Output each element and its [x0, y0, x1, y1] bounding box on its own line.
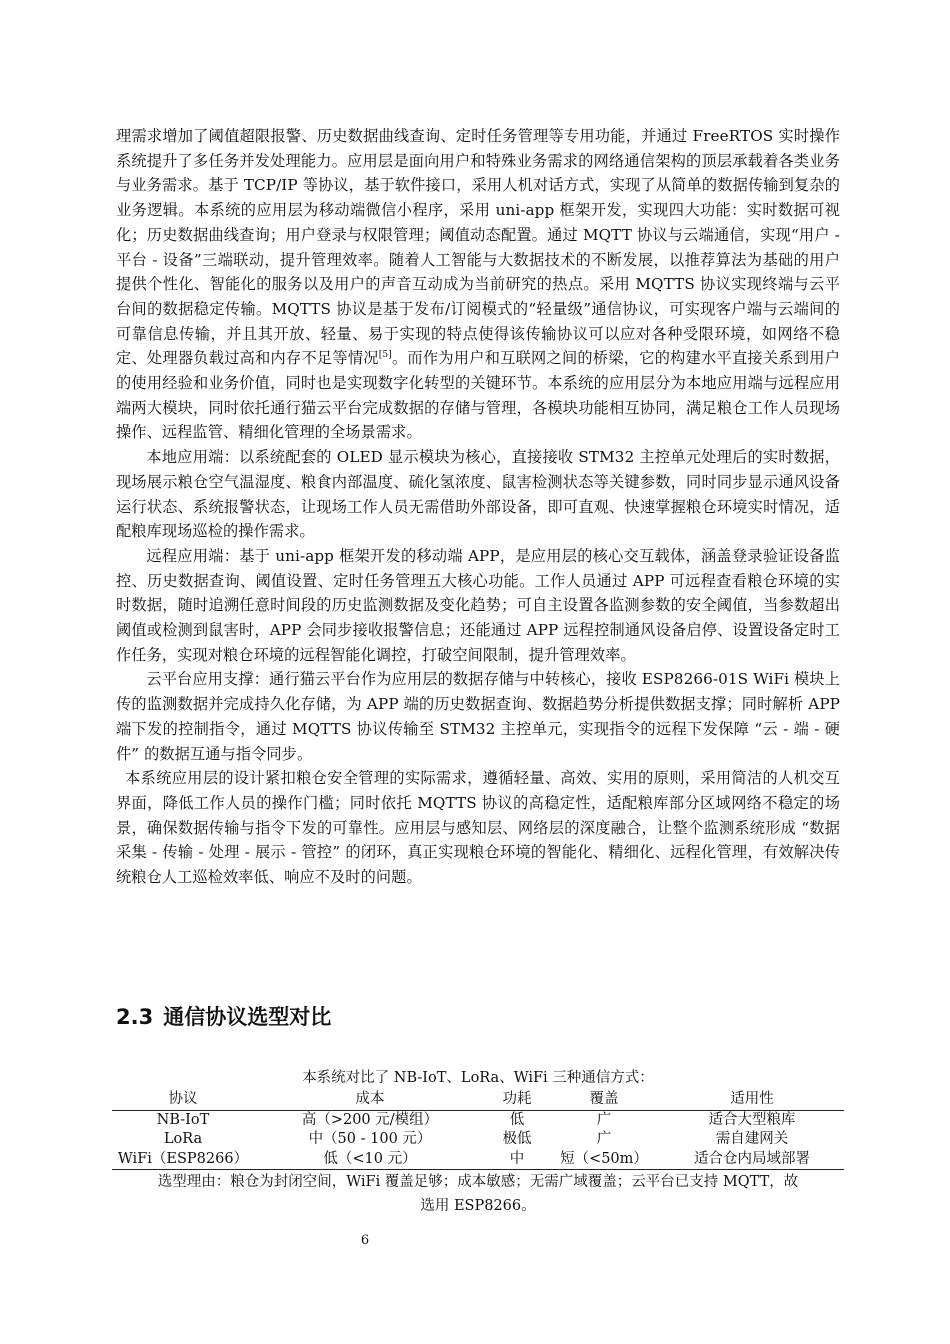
section-heading [116, 1002, 331, 1032]
citation-reference: [5] [378, 350, 392, 361]
table-cell: 中 [486, 1150, 548, 1170]
paragraph-text: 理需求增加了阈值超限报警、历史数据曲线查询、定时任务管理等专用功能，并通过 FreeRTOS 实时操作系统提升了多任务并发处理能力。应用层是面向用户和特殊业务需求的网络通信架构的顶层承载着各类业务与业务需求。基于 TCP/IP 等协议，基于软件接口，采用人机对话方式，实现了从简单的数据传输到复杂的业务逻辑。本系统的应用层为移动端微信小程序，采用 uni-app 框架开发，实现四大功能：实时数据可视化；历史数据曲线查询；用户登录与权限管理；阈值动态配置。通过 MQTT 协议与云端通信，实现“用户 - 平台 - 设备”三端联动，提升管理效率。随着人工智能与大数据技术的不断发展，以推荐算法为基础的用户提供个性化、智能化的服务以及用户的声音互动成为当前研究的热点。采用 MQTTS 协议实现终端与云平台间的数据稳定传输。MQTTS 协议是基于发布/订阅模式的“轻量级”通信协议，可实现客户端与云端间的可靠信息传输，并且其开放、轻量、易于实现的特点使得该传输协议可以应对各种受限环境，如网络不稳定、处理器负载过高和内存不足等情况 [116, 127, 840, 368]
paragraph-text-tail: 。而作为用户和互联网之间的桥梁，它的构建水平直接关系到用户的使用经验和业务价值，同时也是实现数字化转型的关键环节。本系统的应用层分为本地应用端与远程应用端两大模块，同时依托通行猫云平台完成数据的存储与管理，各模块功能相互协同，满足粮仓工作人员现场操作、远程监管、精细化管理的全场景需求。 [116, 349, 840, 442]
rationale-line-2: 选用 ESP8266。 [420, 1198, 536, 1214]
table-cell: 需自建网关 [715, 1131, 789, 1147]
body-text [116, 124, 840, 890]
table-cell: LoRa [163, 1131, 203, 1147]
section-number: 2.3 [116, 1005, 154, 1029]
table-cell: NB-IoT [156, 1111, 210, 1128]
table-cell: 高（>200 元/模组） [301, 1111, 439, 1128]
header-coverage: 覆盖 [548, 1090, 660, 1110]
paragraph-summary: 本系统应用层的设计紧扣粮仓安全管理的实际需求，遵循轻量、高效、实用的原则，采用简洁的人机交互界面，降低工作人员的操作门槛；同时依托 MQTTS 协议的高稳定性，适配粮库部分区域网络不稳定的场景，确保数据传输与指令下发的可靠性。应用层与感知层、网络层的深度融合，让整个监测系统形成 “数据采集 - 传输 - 处理 - 展示 - 管控” 的闭环，真正实现粮仓环境的智能化、精细化、远程化管理，有效解决传统粮仓人工巡检效率低、响应不及时的问题。 [116, 769, 840, 887]
rationale-line-1: 选型理由：粮仓为封闭空间，WiFi 覆盖足够；成本敏感；无需广域覆盖；云平台已支持 MQTT，故 [157, 1174, 799, 1190]
paragraph-remote-app: 远程应用端：基于 uni-app 框架开发的移动端 APP，是应用层的核心交互载体，涵盖登录验证设备监控、历史数据查询、阈值设置、定时任务管理五大核心功能。工作人员通过 APP 可远程查看粮仓环境的实时数据，随时追溯任意时间段的历史监测数据及变化趋势；可自主设置各监测参数的安全阈值，当参数超出阈值或检测到鼠害时，APP 会同步接收报警信息；还能通过 APP 远程控制通风设备启停、设置设备定时工作任务，实现对粮仓环境的远程智能化调控，打破空间限制，提升管理效率。 [116, 546, 840, 664]
selection-rationale [116, 1170, 840, 1218]
table-caption: 本系统对比了 NB-IoT、LoRa、WiFi 三种通信方式： [302, 1070, 654, 1086]
header-power: 功耗 [486, 1090, 548, 1110]
header-protocol: 协议 [112, 1090, 254, 1110]
table-cell: 广 [596, 1131, 612, 1147]
paragraph-local-app: 本地应用端：以系统配套的 OLED 显示模块为核心，直接接收 STM32 主控单元处理后的实时数据，现场展示粮仓空气温湿度、粮食内部温度、硫化氢浓度、鼠害检测状态等关键参数，同时同步显示通风设备运行状态、系统报警状态，让现场工作人员无需借助外部设备，即可直观、快速掌握粮仓环境实时情况，适配粮库现场巡检的操作需求。 [116, 448, 840, 541]
table-cell: 极低 [502, 1131, 532, 1147]
table-row [112, 1110, 844, 1130]
header-cost: 成本 [254, 1090, 486, 1110]
table-cell: 低 [509, 1111, 525, 1128]
table-cell: 低（<10 元） [254, 1150, 486, 1170]
paragraph-cloud-platform: 云平台应用支撑：通行猫云平台作为应用层的数据存储与中转核心，接收 ESP8266-01S WiFi 模块上传的监测数据并完成持久化存储，为 APP 端的历史数据查询、数据趋势分析提供数据支撑；同时解析 APP 端下发的控制指令，通过 MQTTS 协议传输至 STM32 主控单元，实现指令的远程下发保障 “云 - 端 - 硬件” 的数据互通与指令同步。 [116, 670, 840, 763]
page-number: 6 [360, 1233, 370, 1248]
table-cell: 中（50 - 100 元） [308, 1131, 432, 1147]
table-row [112, 1150, 844, 1170]
table-cell: 适合仓内局域部署 [660, 1150, 844, 1170]
table-cell: 适合大型粮库 [708, 1111, 796, 1128]
table-cell: WiFi（ESP8266） [112, 1150, 254, 1170]
section-title: 通信协议选型对比 [163, 1005, 332, 1029]
protocol-comparison-table [112, 1090, 844, 1170]
table-header-row [112, 1090, 844, 1110]
paragraph-application-layer [116, 124, 840, 445]
table-cell: 短（<50m） [548, 1150, 660, 1170]
header-suitability: 适用性 [660, 1090, 844, 1110]
table-row [112, 1130, 844, 1150]
table-cell: 广 [596, 1111, 612, 1128]
